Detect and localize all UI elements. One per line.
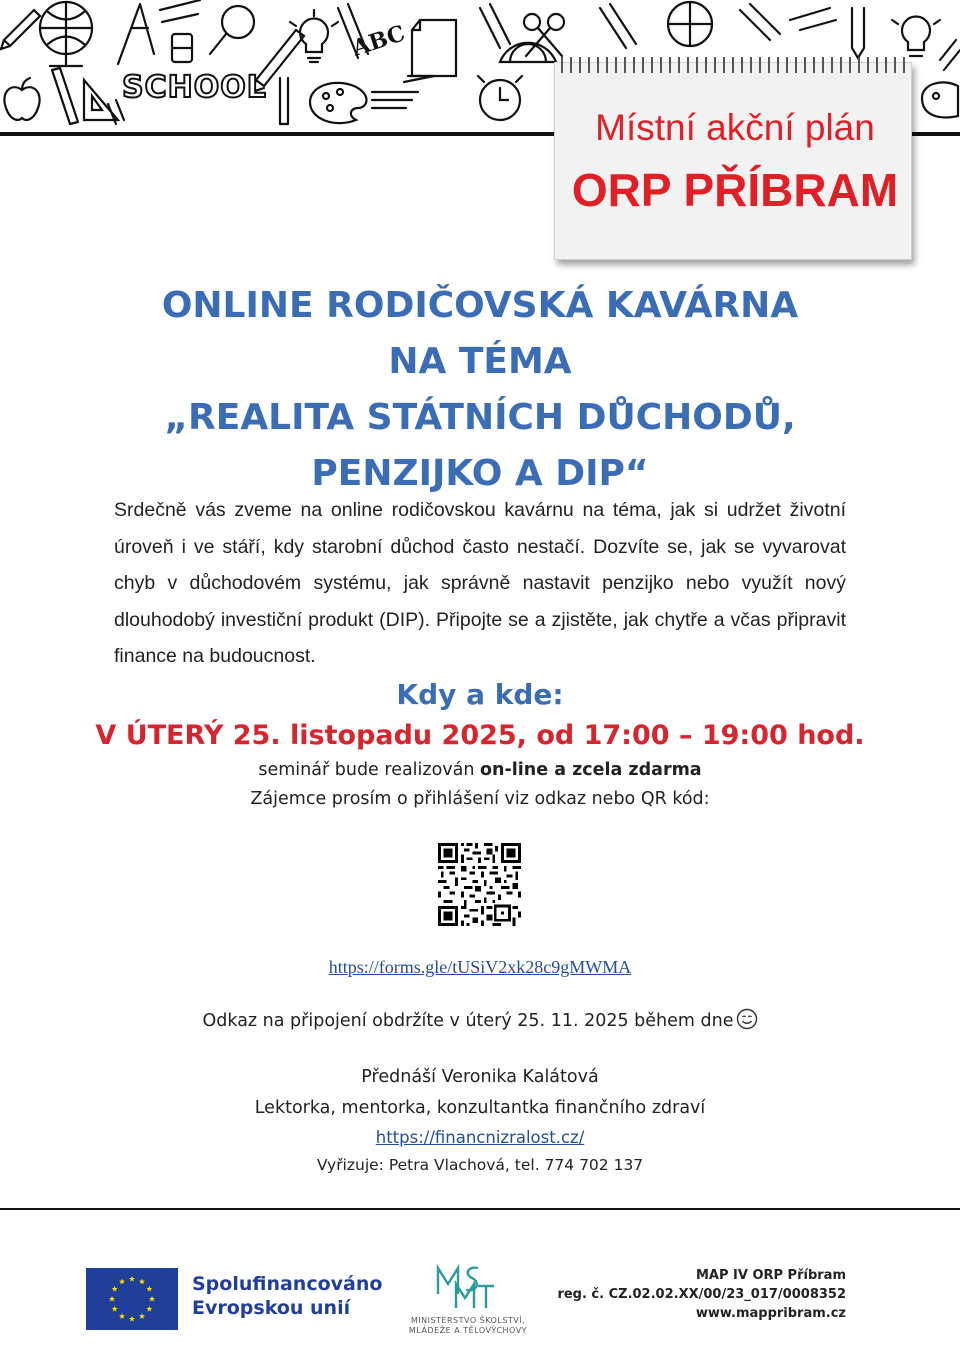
map-website[interactable]: www.mappribram.cz xyxy=(695,1306,846,1321)
title-line-1: ONLINE RODIČOVSKÁ KAVÁRNA xyxy=(161,285,799,326)
title-line-2: NA TÉMA xyxy=(388,341,572,382)
abc-word-art: ABC xyxy=(349,20,409,62)
footer-divider xyxy=(0,1208,960,1210)
title-line-3: „REALITA STÁTNÍCH DŮCHODŮ, xyxy=(164,397,796,438)
eu-label-line2: Evropskou unií xyxy=(192,1297,351,1319)
eu-flag-icon xyxy=(86,1268,178,1330)
eu-cofinanced-label xyxy=(192,1272,382,1320)
contact-person: Vyřizuje: Petra Vlachová, tel. 774 702 137 xyxy=(316,1156,644,1174)
lecturer-name: Přednáší Veronika Kalátová xyxy=(361,1067,599,1087)
msmt-line1: MINISTERSTVO ŠKOLSTVÍ, xyxy=(410,1316,526,1325)
seminar-format-prefix: seminář bude realizován xyxy=(258,760,481,780)
connection-info xyxy=(0,1008,960,1031)
registration-qr-code[interactable] xyxy=(438,843,521,926)
school-word-art: SCHOOL xyxy=(122,70,267,105)
notepad-spiral-rings xyxy=(561,57,905,73)
badge-title-line1: Místní akční plán xyxy=(595,107,875,148)
event-title xyxy=(80,278,880,502)
lecturer-website-link[interactable]: https://financnizralost.cz/ xyxy=(375,1128,585,1147)
map-badge-notepad xyxy=(554,62,912,260)
registration-form-link[interactable]: https://forms.gle/tUSiV2xk28c9gMWMA xyxy=(328,957,632,977)
event-date-time: V ÚTERÝ 25. listopadu 2025, od 17:00 – 19:00 hod. xyxy=(95,720,865,751)
smiley-face-icon xyxy=(736,1008,758,1030)
msmt-logo-icon xyxy=(434,1264,496,1312)
eu-label-line1: Spolufinancováno xyxy=(192,1273,383,1295)
msmt-line2: MLÁDEŽE A TĚLOVÝCHOVY xyxy=(408,1326,528,1335)
seminar-format-line xyxy=(0,760,960,780)
msmt-ministry-name xyxy=(400,1316,536,1336)
intro-paragraph: Srdečně vás zveme na online rodičovskou kavárnu na téma, jak si udržet životní úroveň i ve stáří, kdy starobní důchod často nestačí. Dozvíte se, jak se vyvarovat chyb v důchodovém systému, jak správně nastavit penzijko nebo využít nový dlouhodobý investiční produkt (DIP). Připojte se a zjistěte, jak chytře a včas připravit finance na budoucnost. xyxy=(114,499,846,667)
when-where-heading: Kdy a kde: xyxy=(396,678,564,711)
map-project-name: MAP IV ORP Příbram xyxy=(695,1268,846,1283)
seminar-format-bold: on-line a zcela zdarma xyxy=(480,760,702,780)
map-project-info xyxy=(557,1266,846,1323)
lecturer-role: Lektorka, mentorka, konzultantka finančního zdraví xyxy=(254,1098,706,1118)
connection-info-text: Odkaz na připojení obdržíte v úterý 25. 11. 2025 během dne xyxy=(202,1011,734,1031)
map-registration-number: reg. č. CZ.02.02.XX/00/23_017/0008352 xyxy=(557,1287,846,1302)
title-line-4: PENZIJKO A DIP“ xyxy=(311,453,649,494)
registration-instruction: Zájemce prosím o přihlášení viz odkaz nebo QR kód: xyxy=(250,789,710,809)
badge-title-line2: ORP PŘÍBRAM xyxy=(571,164,899,216)
